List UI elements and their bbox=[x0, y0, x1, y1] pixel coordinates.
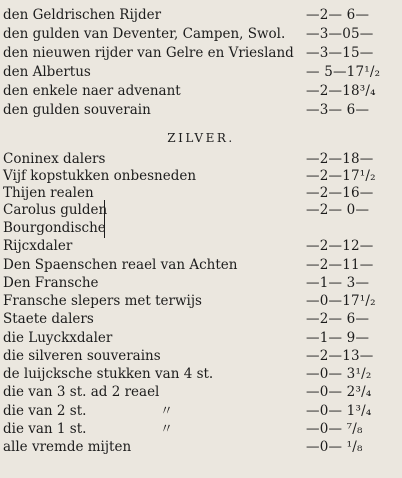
coin-value: —3— 6— bbox=[306, 102, 370, 118]
table-row bbox=[0, 310, 402, 329]
coin-name: Bourgondische bbox=[3, 220, 106, 236]
coin-value: —3—15— bbox=[306, 45, 374, 61]
table-row bbox=[0, 383, 402, 402]
coin-name: Rijcxdaler bbox=[3, 238, 73, 254]
coin-name: Staete dalers bbox=[3, 311, 94, 327]
coin-name: de luijcksche stukken van 4 st. bbox=[3, 366, 214, 382]
coin-name: Carolus gulden bbox=[3, 202, 108, 218]
coin-value: —0— ⁷/₈ bbox=[306, 421, 363, 437]
coin-value: —2— 6— bbox=[306, 7, 370, 23]
coin-value: —0— 2³/₄ bbox=[306, 384, 372, 400]
coin-value: —0—17¹/₂ bbox=[306, 293, 376, 309]
coin-name: die silveren souverains bbox=[3, 348, 161, 364]
table-row bbox=[0, 365, 402, 384]
section-heading-silver: ZILVER. bbox=[167, 131, 235, 145]
table-row bbox=[0, 402, 402, 421]
coin-name: die van 1 st. bbox=[3, 421, 87, 437]
table-row bbox=[0, 438, 402, 457]
table-row bbox=[0, 101, 402, 120]
ditto-mark: 〃 bbox=[160, 422, 174, 437]
coin-value: —2— 6— bbox=[306, 311, 370, 327]
coin-name: den gulden van Deventer, Campen, Swol. bbox=[3, 26, 286, 42]
table-row bbox=[0, 201, 402, 220]
coin-value: — 5—17¹/₂ bbox=[306, 64, 381, 80]
coin-name: den gulden souverain bbox=[3, 102, 151, 118]
coin-name: den nieuwen rijder van Gelre en Vriesland bbox=[3, 45, 294, 61]
coin-value: —2—13— bbox=[306, 348, 374, 364]
coin-value: —1— 9— bbox=[306, 330, 370, 346]
coin-name: den Geldrischen Rijder bbox=[3, 7, 162, 23]
coin-value: —2—17¹/₂ bbox=[306, 168, 376, 184]
coin-name: Thijen realen bbox=[3, 185, 94, 201]
table-row bbox=[0, 292, 402, 311]
table-row bbox=[0, 420, 402, 439]
coin-name: Coninex dalers bbox=[3, 151, 106, 167]
coin-value: —0— 1³/₄ bbox=[306, 403, 372, 419]
table-row bbox=[0, 329, 402, 348]
table-row bbox=[0, 274, 402, 293]
table-row bbox=[0, 25, 402, 44]
coin-name: Fransche slepers met terwijs bbox=[3, 293, 202, 309]
coin-value: —2—11— bbox=[306, 257, 374, 273]
coin-name: Den Spaenschen reael van Achten bbox=[3, 257, 238, 273]
coin-value: —2—18³/₄ bbox=[306, 83, 376, 99]
coin-name: Vijf kopstukken onbesneden bbox=[3, 168, 197, 184]
coin-value: —2—12— bbox=[306, 238, 374, 254]
coin-name: die van 3 st. ad 2 reael bbox=[3, 384, 160, 400]
table-row bbox=[0, 63, 402, 82]
coin-value: —3—05— bbox=[306, 26, 374, 42]
table-row bbox=[0, 219, 402, 238]
table-row bbox=[0, 82, 402, 101]
table-row bbox=[0, 6, 402, 25]
coin-value: —2— 0— bbox=[306, 202, 370, 218]
table-row bbox=[0, 237, 402, 256]
coin-value: —0— 3¹/₂ bbox=[306, 366, 372, 382]
coin-name: die Luyckxdaler bbox=[3, 330, 113, 346]
grouping-brace bbox=[104, 200, 111, 238]
coin-name: den Albertus bbox=[3, 64, 91, 80]
ditto-mark: 〃 bbox=[160, 404, 174, 419]
coin-name: den enkele naer advenant bbox=[3, 83, 181, 99]
coin-name: Den Fransche bbox=[3, 275, 99, 291]
table-row bbox=[0, 347, 402, 366]
coin-value: —2—16— bbox=[306, 185, 374, 201]
coin-name: die van 2 st. bbox=[3, 403, 87, 419]
table-row bbox=[0, 256, 402, 275]
coin-value: —0— ¹/₈ bbox=[306, 439, 363, 455]
coin-name: alle vremde mijten bbox=[3, 439, 132, 455]
table-row bbox=[0, 44, 402, 63]
coin-value: —1— 3— bbox=[306, 275, 370, 291]
coin-value: —2—18— bbox=[306, 151, 374, 167]
